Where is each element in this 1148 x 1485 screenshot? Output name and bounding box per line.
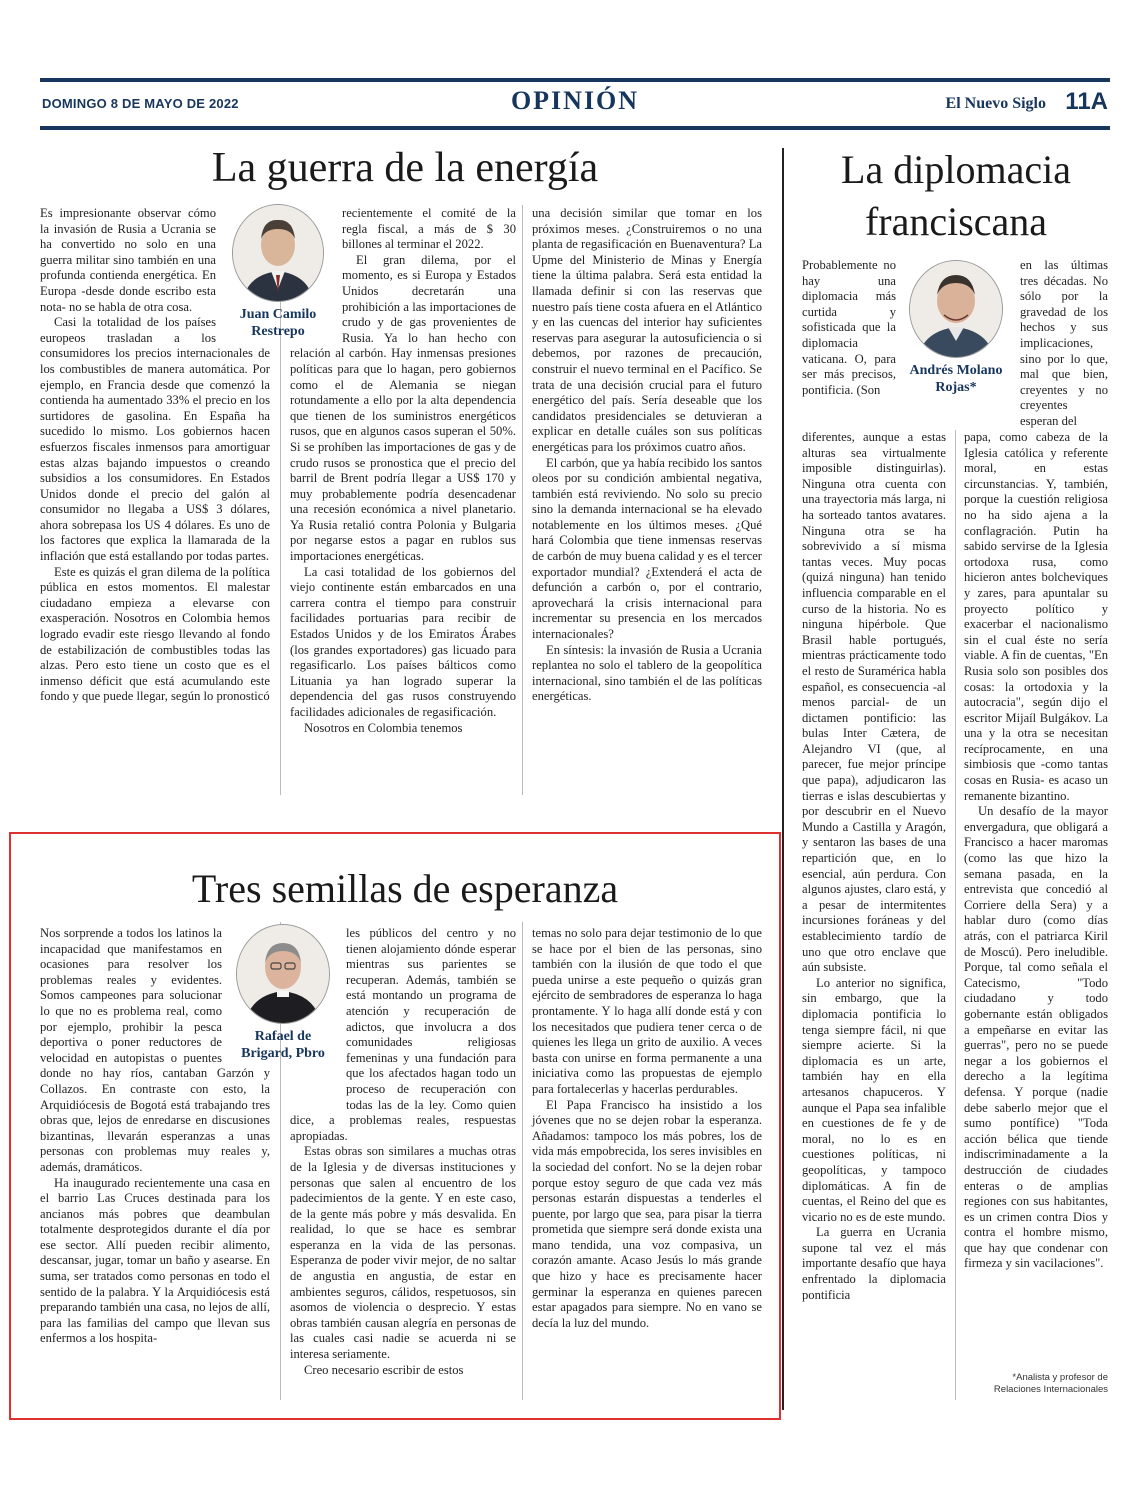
article-column-diplomacy-2-top: [1020, 258, 1108, 430]
paragraph: Lo anterior no significa, sin embargo, que la diplomacia pontificia lo tenga siempre fácil, ni que siempre acierte. Si la diplomacia es un arte, también hay en ella artesanos chapuceros. Y aunque el Papa sea infalible en cuestiones de fe y de moral, no lo es en cuestiones políticas, ni geopolíticas, y tampoco diplomáticas. A fin de cuentas, el Reino del que es vicario no es de este mundo.: [802, 975, 946, 1224]
paragraph: En síntesis: la invasión de Rusia a Ucrania replantea no solo el tablero de la geopolítica internacional, sino también el de las políticas energéticas.: [532, 642, 762, 704]
page-header: [40, 78, 1110, 130]
author-name-line: Brigard, Pbro: [241, 1046, 325, 1061]
footnote-line: Relaciones Internacionales: [993, 1384, 1108, 1395]
issue-date: DOMINGO 8 DE MAYO DE 2022: [42, 96, 239, 111]
paragraph: El gran dilema, por el momento, es si Europa y Estados Unidos decretarán una prohibición a las importaciones de crudo y de gas provenientes de Rusia. Ya lo han hecho con relación al carbón. Hay inmensas presiones políticas para que lo hagan, pero gobiernos como el de Alemania se niegan rotundamente a ello por la alta dependencia que tienen de los suministros energéticos rusos, que en algunos casos superan el 50%. Si se prohíben las importaciones de gas y de crudo rusos se pronostica que el precio del barril de Brent podría llegar a US$ 170 y muy probablemente podría desencadenar una recesión económica a nivel planetario. Ya Rusia retalió contra Polonia y Bulgaria por negarse estos a pagar en rublos sus importaciones energéticas.: [290, 252, 516, 564]
column-divider: [782, 148, 784, 1410]
paragraph: Este es quizás el gran dilema de la política pública en estos momentos. El malestar ciudadano empieza a elevarse con exasperación. Nosotros en Colombia hemos logrado evadir este riesgo llevando al fondo de estabilización de combustibles todas las alzas. Pero esto tiene un costo que es el inmenso déficit que está acumulando este fondo y que puede llegar, según lo pronosticó: [40, 564, 270, 704]
portrait-photo-icon: [910, 261, 1002, 357]
author-footnote: [964, 1372, 1108, 1396]
author-name-line: Rafael de: [254, 1029, 312, 1044]
author-name-line: Restrepo: [251, 324, 305, 339]
column-divider: [522, 205, 523, 795]
article-column-seeds-2: [290, 926, 516, 1378]
paragraph: [40, 206, 270, 315]
title-line: franciscana: [864, 199, 1048, 244]
paragraph: una decisión similar que tomar en los próximos meses. ¿Construiremos o no una planta de regasificación en Buenaventura? La Upme del Ministerio de Minas y Energía tiene la última palabra. Será esta entidad la llamada definir si con las reservas que nuestro país tiene costa afuera en el Atlántico y en las cuencas del interior hay suficientes reservas para asegurar la autosuficiencia o si debemos, por razones de precaución, construir el nuevo terminal en el Pacífico. Se trata de una decisión crucial para el futuro energético del país. Sería deseable que los candidatos presidenciales se detuvieran a explicar en detalle cuáles son sus políticas energéticas para los próximos cuatro años.: [532, 206, 762, 454]
paragraph: Ha inaugurado recientemente una casa en el barrio Las Cruces destinada para los ancianos más pobres que deambulan totalmente desprotegidos durante el día por ese sector. Allí pueden recibir alimento, descansar, jugar, tomar un baño y asearse. En suma, ser tratados como personas en todo el sentido de la palabra. Y la Arquidiócesis está preparando también una casa, no lejos de allí, para las familias del campo que llevan sus enfermos a los hospita-: [40, 1175, 270, 1346]
article-column-diplomacy-1-top: [802, 258, 896, 398]
footnote-line: *Analista y profesor de: [1012, 1372, 1108, 1383]
paragraph: diferentes, aunque a estas alturas sea virtualmente imposible distinguirlas). Ninguna otra cuenta con una trayectoria más larga, ni ha sorteado tantos avatares. Ninguna otra se ha sobrevivido a sí misma tantas veces. Muy pocas (quizá ninguna) han tenido influencia comparable en el curso de la historia. No es ninguna hipérbole. Que Brasil hable portugués, mientras prácticamente todo el resto de Suramérica habla español, es consecuencia -al menos parcial- de un dictamen pontificio: las bulas Inter Cætera, de Alejandro VI (que, al parecer, fue mejor príncipe que papa), adjudicaron las tierras e islas descubiertas y por descubrir en el Nuevo Mundo a Castilla y Aragón, y sentaron las bases de una repartición que, en lo esencial, aún perdura. Con algunos ajustes, claro está, y a pesar de intermitentes incursiones foráneas y del establecimiento tardío de uno que otro enclave que aún subsiste.: [802, 430, 946, 975]
article-title-seeds: Tres semillas de esperanza: [191, 866, 619, 911]
column-divider: [522, 922, 523, 1400]
paragraph: [40, 926, 270, 1176]
paragraph: Casi la totalidad de los países europeos trasladan a los consumidores los precios internacionales de los combustibles de manera automática. Por ejemplo, en Francia desde que comenzó la contienda ha aumentado 33% el precio en los surtidores de gasolina. En España ha sucedido lo mismo. Los gobiernos hacen esfuerzos fiscales inmensos para amortiguar estas alzas bajando impuestos o creando subsidios a los consumidores. En Estados Unidos donde el precio del galón al consumidor no llegaba a US$ 3 dólares, ahora sobrepasa los US 4 dólares. Es uno de los factores que explica la llamarada de la inflación que está estallando por todas partes.: [40, 315, 270, 564]
article-column-diplomacy-2: [964, 430, 1108, 1272]
paragraph: Probablemente no hay una diplomacia más curtida y sofisticada que la diplomacia vaticana. O, para ser más precisos, pontificia. (Son: [802, 258, 896, 397]
paragraph: Un desafío de la mayor envergadura, que obligará a Francisco a hacer maromas (como las que hizo la semana pasada, en la entrevista que concedió al Corriere della Sera) y a hablar duro (como días atrás, con el patriarca Kiril de Moscú). Pero ineludible. Porque, tal como señala el Catecismo, "Todo ciudadano y todo gobernante están obligados a empeñarse en evitar las guerras", pero no se puede negar a los gobiernos el derecho a la legítima defensa. Y porque (nadie debe saberlo mejor que el sumo pontífice) "Toda acción bélica que tiende indiscriminadamente a la destrucción de ciudades enteras o de amplias regiones con sus habitantes, es un crimen contra Dios y contra el hombre mismo, que hay que condenar con firmeza y sin vacilaciones".: [964, 804, 1108, 1271]
paragraph: temas no solo para dejar testimonio de lo que se hace por el bien de las personas, sino también con la ilusión de que todo el que pueda unirse a este pequeño o quizás gran ejército de sembradores de esperanza lo haga prontamente. Y lo haga allí donde está y con los necesitados que pudiera tener cerca o de quienes les llega un grito de auxilio. A veces basta con unirse en forma permanente a una iniciativa como las propuestas de ejemplo para fortalecerlas y hacerlas perdurables.: [532, 926, 762, 1096]
paragraph: en las últimas tres décadas. No sólo por la gravedad de los hechos y sus implicaciones, sino por lo que, mal que bien, creyentes y no creyentes esperan del: [1020, 258, 1108, 428]
paragraph: [290, 206, 516, 253]
article-column-energy-3: [532, 206, 762, 705]
article-column-diplomacy-1: [802, 430, 946, 1303]
paragraph-text: les públicos del centro y no tienen alojamiento dónde esperar mientras sus parientes se recuperan. Además, también se está montando un programa de atención y recuperación de adictos, que involucra a dos comunidades religiosas femeninas y una fundación para que los afectados hagan todo un proceso de recuperación con todas las de la ley. Como quien dice, a problemas reales, respuestas apropiadas.: [290, 926, 516, 1143]
column-divider: [955, 430, 956, 1400]
paragraph: La guerra en Ucrania supone tal vez el más importante desafío que haya enfrentado la diplomacia pontificia: [802, 1225, 946, 1302]
newspaper-logo: El Nuevo Siglo: [945, 95, 1046, 112]
paragraph-text: Nos sorprende a todos los latinos la incapacidad que manifestamos en ocasiones para resolver los problemas reales y evidentes. Somos campeones para solucionar lo que no es problema real, como por ejemplo, prohibir la pesca deportiva o poner reductores de velocidad en autopistas o puentes donde no hay ríos, cantaban Garzón y Collazos. En contraste con esto, la Arquidiócesis de Bogotá está trabajando tres obras que, lejos de enredarse en discusiones bizantinas, llevarán esperanzas a unas personas con problemas muy reales y, además, dramáticos.: [40, 926, 270, 1174]
author-portrait: [909, 260, 1003, 358]
author-name-line: Rojas*: [935, 380, 977, 395]
paragraph: El Papa Francisco ha insistido a los jóvenes que no se dejen robar la esperanza. Añadamos: tampoco los más pobres, los de vida más empobrecida, los seres invisibles en la sociedad del confort. No se la dejen robar porque estoy seguro de que cada vez más personas estarán dispuestas a tenderles el puente, por largo que sea, para pisar la tierra prometida que siempre será donde exista una mano tendida, una voz compasiva, un corazón amante. Acaso Jesús lo más grande que hizo y hace es precisamente hacer germinar la esperanza en quienes parecen estar apagados para siempre. No en vano se decía la luz del mundo.: [532, 1097, 762, 1330]
paragraph: Estas obras son similares a muchas otras de la Iglesia y de diversas instituciones y personas que salen al encuentro de los padecimientos de la gente. Y en este caso, de la gente más pobre y más desvalida. En realidad, lo que se hace es sembrar esperanza en la vida de las personas. Esperanza de poder vivir mejor, de no saltar de angustia en angustia, de estar en ambientes seguros, cálidos, respetuosos, sin asomos de violencia o desprecio. Y estas obras también causan alegría en personas de las cuales casi nadie se acuerda ni se interesa seriamente.: [290, 1144, 516, 1362]
author-name-diplomacy: [892, 362, 1020, 396]
article-column-seeds-3: [532, 926, 762, 1331]
article-column-energy-1: [40, 206, 270, 705]
section-title: OPINIÓN: [510, 86, 640, 115]
paragraph-text: recientemente el comité de la regla fiscal, a más de $ 30 billones al terminar el 2022.: [342, 206, 516, 252]
paragraph: La casi totalidad de los gobiernos del viejo continente están embarcados en una carrera contra el tiempo para construir facilidades portuarias para recibir de Estados Unidos y de los Emiratos Árabes (los grandes exportadores) gas licuado para regasificarlo. Los países bálticos como Lituania ya han logrado superar la dependencia del gas rusos construyendo facilidades adicionales de regasificación.: [290, 564, 516, 719]
article-column-energy-2: [290, 206, 516, 736]
author-box-diplomacy: [892, 260, 1020, 396]
paragraph-text: Es impresionante observar cómo la invasión de Rusia a Ucrania se ha convertido no solo en una guerra militar sino también en una profunda contienda energética. En Europa -desde donde escribo esta nota- no se habla de otra cosa.: [40, 206, 216, 314]
author-name-line: Juan Camilo: [239, 307, 317, 322]
author-name-line: Andrés Molano: [909, 363, 1003, 378]
paragraph: Creo necesario escribir de estos: [304, 1362, 464, 1377]
title-line: La diplomacia: [841, 147, 1071, 192]
paragraph: Nosotros en Colombia tenemos: [304, 720, 463, 735]
page-number: 11A: [1065, 88, 1108, 115]
article-title-diplomacy: [796, 144, 1116, 248]
paragraph: [290, 926, 516, 1144]
article-title-energy: La guerra de la energía: [211, 145, 599, 191]
paragraph: El carbón, que ya había recibido los santos oleos por su condición ambiental negativa, también está reviviendo. No solo su precio sino la demanda internacional se ha elevado notablemente en los últimos meses. ¿Qué hará Colombia que tiene inmensas reservas de carbón de muy buena calidad y es el tercer exportador mundial? ¿Extenderá el acta de defunción a carbón o, por el contrario, aprovechará la crisis internacional para incrementar su presencia en los mercados internacionales?: [532, 455, 762, 642]
article-column-seeds-1: [40, 926, 270, 1347]
paragraph: papa, como cabeza de la Iglesia católica y referente moral, en estas circunstancias. Y, también, porque la cuestión religiosa no ha sido ajena a la conflagración. Putin ha sabido servirse de la Iglesia ortodoxa rusa, como hicieron antes bolcheviques y zares, para apuntalar su proyecto político y exacerbar el nacionalismo sin el cual éste no sería viable. A fin de cuentas, "En Rusia solo son posibles dos cosas: la ortodoxia y la autocracia", según dijo el escritor Mijaíl Bulgákov. La una y la otra se necesitan recíprocamente, en una simbiosis que -como tantas cosas en Rusia- es acaso un remanente bizantino.: [964, 430, 1108, 803]
